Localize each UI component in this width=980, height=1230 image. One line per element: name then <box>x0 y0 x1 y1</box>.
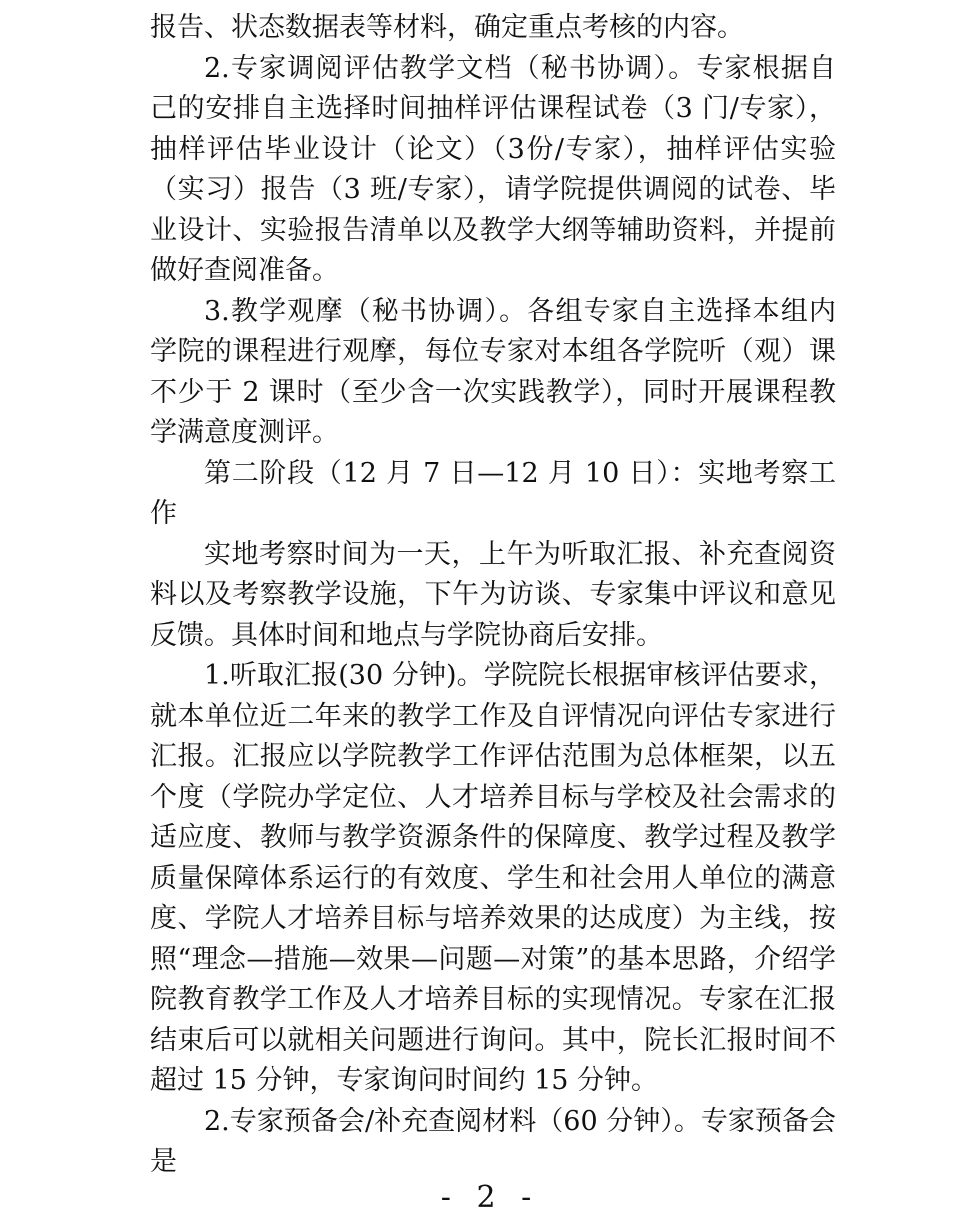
paragraph-item-1-report: 1.听取汇报(30 分钟)。学院院长根据审核评估要求，就本单位近二年来的教学工作及自评情况向评估专家进行汇报。汇报应以学院教学工作评估范围为总体框架，以五个度（学院办学定位、人才培养目标与学校及社会需求的适应度、教师与教学资源条件的保障度、教学过程及教学质量保障体系运行的有效度、学生和社会用人单位的满意度、学院人才培养目标与培养效果的达成度）为主线，按照“理念—措施—效果—问题—对策”的基本思路，介绍学院教育教学工作及人才培养目标的实现情况。专家在汇报结束后可以就相关问题进行询问。其中，院长汇报时间不超过 15 分钟，专家询问时间约 15 分钟。 <box>150 660 836 1096</box>
paragraph-site-visit-overview: 实地考察时间为一天，上午为听取汇报、补充查阅资料以及考察教学设施，下午为访谈、专家集中评议和意见反馈。具体时间和地点与学院协商后安排。 <box>150 538 836 651</box>
paragraph-item-2-document-review: 2.专家调阅评估教学文档（秘书协调）。专家根据自己的安排自主选择时间抽样评估课程试卷（3 门/专家），抽样评估毕业设计（论文）（3份/专家），抽样评估实验（实习）报告（3 班/专家），请学院提供调阅的试卷、毕业设计、实验报告清单以及教学大纲等辅助资料，并提前做好查阅准备。 <box>150 52 836 286</box>
section-heading-stage-two: 第二阶段（12 月 7 日—12 月 10 日）：实地考察工作 <box>150 457 836 529</box>
page-number: - 2 - <box>440 1180 540 1215</box>
paragraph-item-3-teaching-observation: 3.教学观摩（秘书协调）。各组专家自主选择本组内学院的课程进行观摩，每位专家对本组各学院听（观）课不少于 2 课时（至少含一次实践教学），同时开展课程教学满意度测评。 <box>150 295 836 448</box>
document-body <box>150 8 836 1183</box>
paragraph-continuation: 报告、状态数据表等材料，确定重点考核的内容。 <box>150 12 744 43</box>
paragraph-item-2-preparatory-meeting: 2.专家预备会/补充查阅材料（60 分钟）。专家预备会是 <box>150 1105 836 1177</box>
